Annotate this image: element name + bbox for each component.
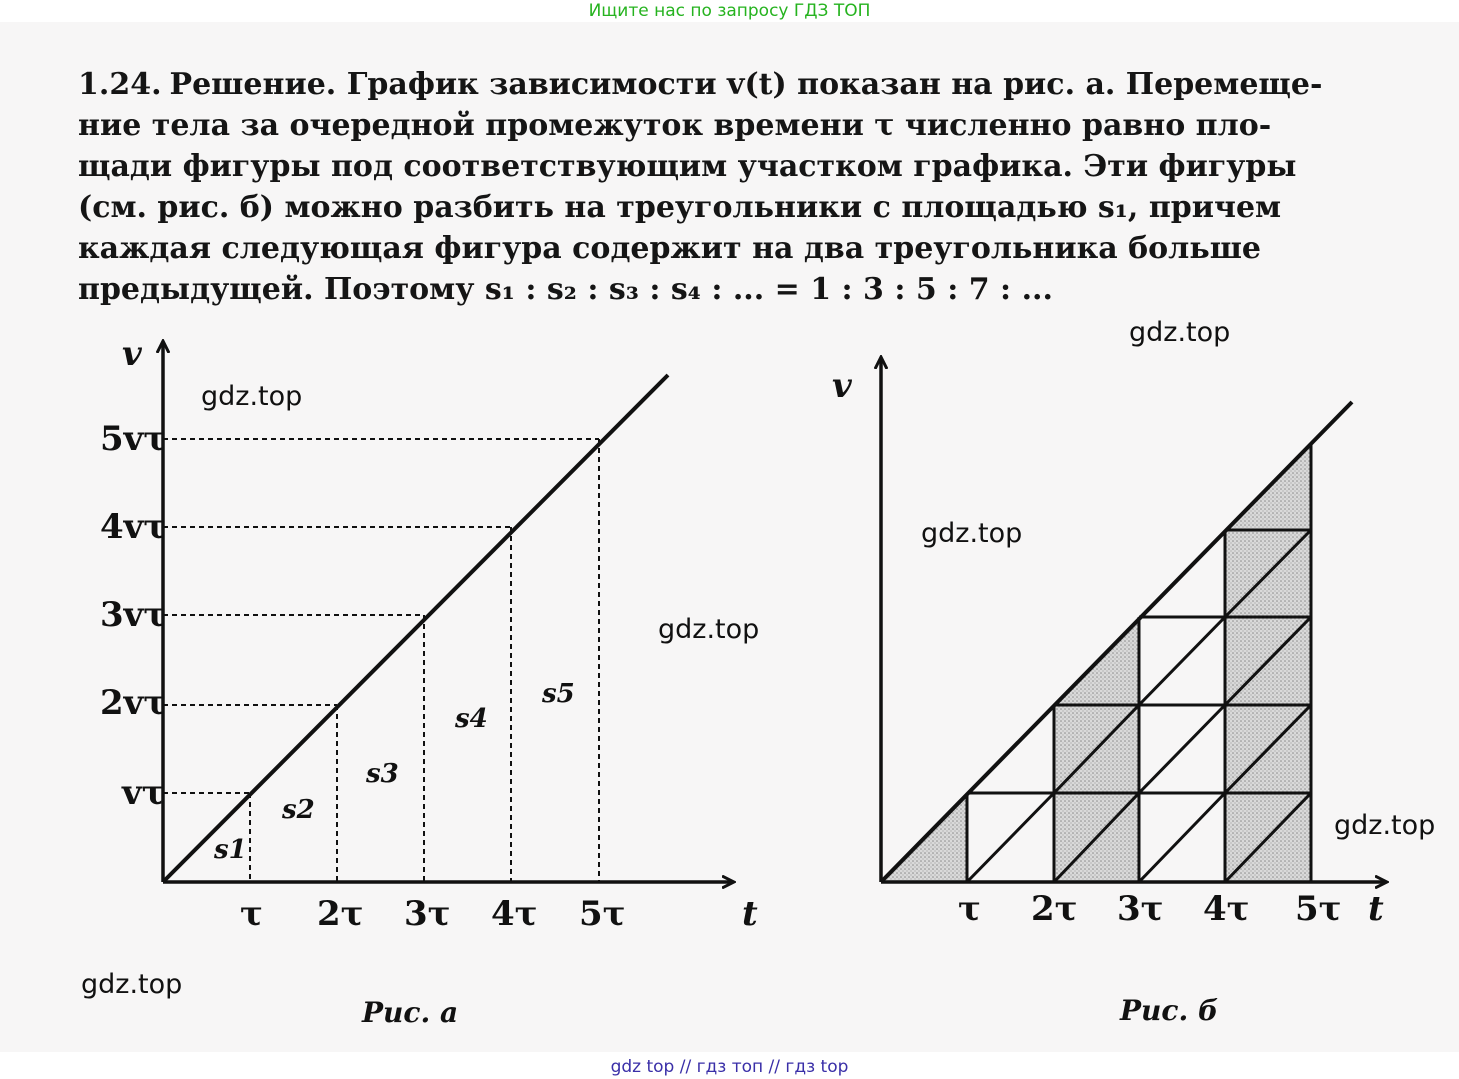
y-axis-label: v	[122, 334, 142, 374]
solution-heading: Решение.	[169, 67, 337, 102]
problem-number: 1.24.	[78, 67, 162, 102]
text-line: График зависимости v(t) показан на рис. а. Перемеще-	[346, 67, 1323, 102]
watermark: gdz.top	[658, 614, 760, 645]
watermark: gdz.top	[1129, 317, 1231, 348]
x-tick-2: 2τ	[317, 894, 364, 934]
area-label-s2: s2	[282, 795, 315, 825]
area-label-s4: s4	[455, 704, 488, 734]
solution-line-2: ние тела за очередной промежуток времени τ численно равно пло-	[78, 108, 1272, 143]
y-tick-5v: 5vτ	[100, 419, 167, 459]
y-tick-2v: 2vτ	[100, 683, 167, 723]
solution-line-5: каждая следующая фигура содержит на два треугольника больше	[78, 231, 1262, 266]
figure-b-caption: Рис. б	[1120, 994, 1219, 1027]
watermark: gdz.top	[81, 969, 183, 1000]
x-axis-label: t	[742, 894, 758, 934]
area-label-s3: s3	[366, 759, 399, 789]
x-axis-label: t	[1368, 889, 1384, 929]
x-tick-4: 4τ	[1203, 889, 1250, 929]
y-tick-v: vτ	[122, 773, 165, 813]
x-tick-1: τ	[240, 894, 263, 934]
x-tick-3: 3τ	[404, 894, 451, 934]
y-tick-3v: 3vτ	[100, 595, 167, 635]
x-tick-3: 3τ	[1117, 889, 1164, 929]
header-search-link[interactable]: Ищите нас по запросу ГДЗ ТОП	[588, 1, 871, 21]
figure-a-caption: Рис. а	[362, 996, 459, 1029]
solution-line-3: щади фигуры под соответствующим участком графика. Эти фигуры	[78, 149, 1297, 184]
watermark: gdz.top	[201, 381, 303, 412]
area-label-s1: s1	[214, 835, 247, 865]
x-tick-4: 4τ	[491, 894, 538, 934]
y-tick-4v: 4vτ	[100, 507, 167, 547]
solution-line-6: предыдущей. Поэтому s₁ : s₂ : s₃ : s₄ : ... = 1 : 3 : 5 : 7 : ...	[78, 272, 1053, 307]
watermark: gdz.top	[921, 518, 1023, 549]
solution-line-4: (см. рис. б) можно разбить на треугольники с площадью s₁, причем	[78, 190, 1282, 225]
y-axis-label: v	[832, 366, 852, 406]
x-tick-1: τ	[958, 889, 981, 929]
watermark: gdz.top	[1334, 810, 1436, 841]
area-label-s5: s5	[542, 679, 575, 709]
x-tick-5: 5τ	[1295, 889, 1342, 929]
footer-links[interactable]: gdz top // гдз топ // гдз top	[610, 1057, 849, 1077]
x-tick-5: 5τ	[579, 894, 626, 934]
x-tick-2: 2τ	[1031, 889, 1078, 929]
